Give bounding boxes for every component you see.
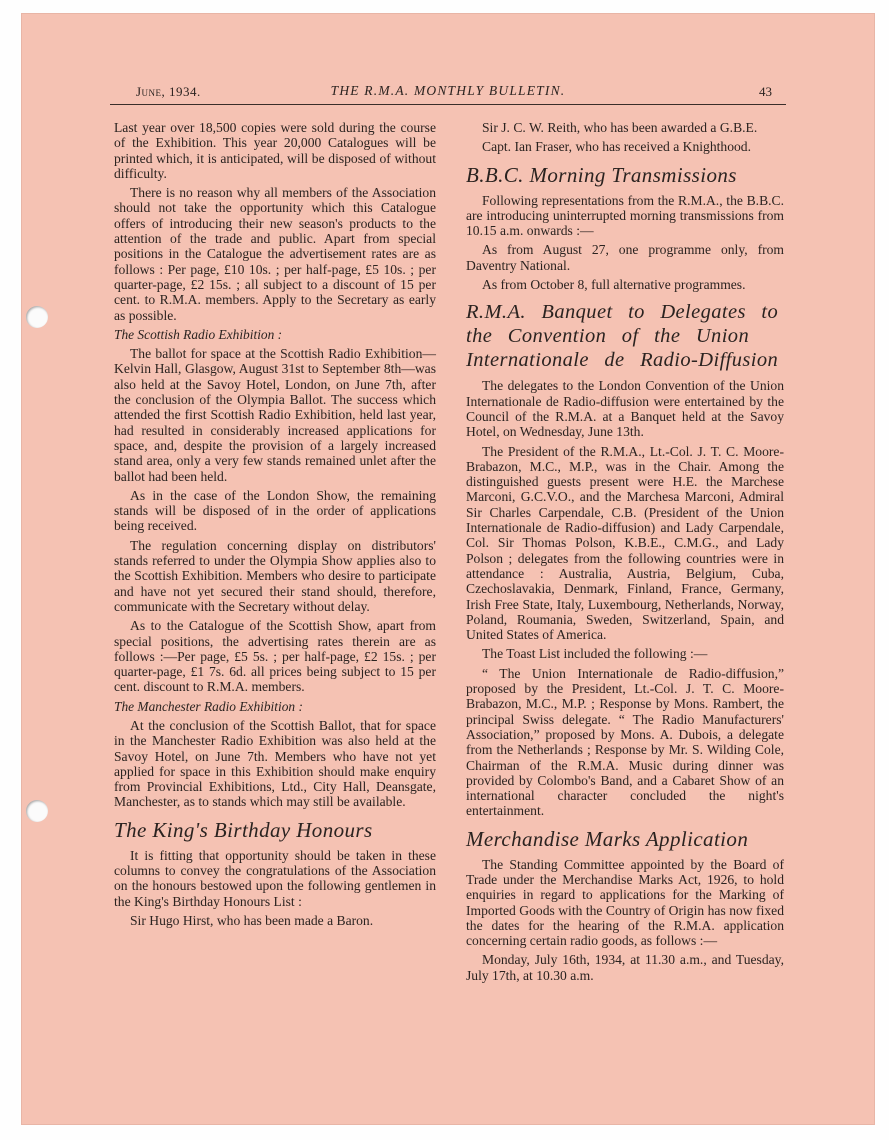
subheading-scottish: The Scottish Radio Exhibition : <box>114 326 283 342</box>
subheading-manchester: The Manchester Radio Exhibition : <box>114 698 303 714</box>
paragraph: There is no reason why all members of the Association should not take the opportunity which this Catalogue offers of introducing their new season's products to the attention of the trade and public. Apart from special positions in the Catalogue the advertisement rates are as follows : Per page, £10 10s. ; per half-page, £5 10s. ; per quarter-page, £2 15s. ; all subject to a discount of 15 per cent. to R.M.A. members. Apply to the Secretary as early as possible. <box>114 185 436 323</box>
header-title: THE R.M.A. MONTHLY BULLETIN. <box>330 83 566 98</box>
section-title-kings-honours: The King's Birthday Honours <box>114 817 373 842</box>
punch-hole <box>26 800 48 822</box>
paragraph: The ballot for space at the Scottish Radio Exhibition—Kelvin Hall, Glasgow, August 31st to September 8th—was also held at the Savoy Hotel, London, on June 7th, after the conclusion of the Olympia Ballot. The success which attended the first Scottish Radio Exhibition, held last year, had resulted in considerably increased applications for space, and, despite the provision of a largely increased stand area, only a very few stands remained unlet after the ballot had been held. <box>114 346 436 484</box>
paragraph: At the conclusion of the Scottish Ballot, that for space in the Manchester Radio Exhibition was also held at the Savoy Hotel, on June 7th. Members who have not yet applied for space in this Exhibition should make enquiry from Provincial Exhibitions, Ltd., City Hall, Deansgate, Manchester, as to stands which may still be available. <box>114 717 436 810</box>
left-column <box>114 120 436 932</box>
section-title-bbc: B.B.C. Morning Transmissions <box>466 162 737 187</box>
paragraph: It is fitting that opportunity should be taken in these columns to convey the congratulations of the Association on the honours bestowed upon the following gentlemen in the King's Birthday Honours List : <box>114 847 436 909</box>
paragraph: Monday, July 16th, 1934, at 11.30 a.m., and Tuesday, July 17th, at 10.30 a.m. <box>466 952 784 983</box>
paragraph: The regulation concerning display on distributors' stands referred to under the Olympia Show applies also to the Scottish Exhibition. Members who desire to participate and have not yet secured their stand should, therefore, communicate with the Secretary without delay. <box>114 537 436 614</box>
paragraph: The delegates to the London Convention of the Union Internationale de Radio-diffusion were entertained by the Council of the R.M.A. at a Banquet held at the Savoy Hotel, on Wednesday, June 13th. <box>466 378 784 440</box>
paragraph: The Toast List included the following :— <box>482 646 708 662</box>
paragraph: Capt. Ian Fraser, who has received a Knighthood. <box>482 139 751 155</box>
paragraph: “ The Union Internationale de Radio-diffusion,” proposed by the President, Lt.-Col. J. T. C. Moore-Brabazon, M.C., M.P. ; Response by Mons. Rambert, the principal Swiss delegate. “ The Radio Manufacturers' Association,” proposed by Mons. A. Dubois, a delegate from the Netherlands ; Response by Mr. S. Wilding Cole, Chairman of the R.M.A. Music during dinner was provided by Colombo's Band, and a Cabaret Show of an international character concluded the night's entertainment. <box>466 665 784 819</box>
paragraph: As from October 8, full alternative programmes. <box>482 277 746 293</box>
page-header <box>110 80 786 105</box>
right-column <box>466 120 784 987</box>
paragraph: The Standing Committee appointed by the Board of Trade under the Merchandise Marks Act, 1926, to hold enquiries in regard to applications for the Marking of Imported Goods with the Country of Origin has now fixed the dates for the hearing of the R.M.A. application concerning certain radio goods, as follows :— <box>466 856 784 949</box>
paragraph: Sir Hugo Hirst, who has been made a Baron. <box>130 912 374 928</box>
paragraph: As in the case of the London Show, the remaining stands will be disposed of in the order of applications being received. <box>114 487 436 534</box>
paragraph: As to the Catalogue of the Scottish Show, apart from special positions, the advertising rates therein are as follows :—Per page, £5 5s. ; per half-page, £2 15s. ; per quarter-page, £1 7s. 6d. all prices being subject to 15 per cent. discount to R.M.A. members. <box>114 618 436 695</box>
section-title-banquet: R.M.A. Banquet to Delegates to the Convention of the Union Internationale de Radio-Diffusion <box>466 301 779 372</box>
page-number: 43 <box>759 84 772 99</box>
header-date: June, 1934. <box>136 84 201 99</box>
paragraph: Following representations from the R.M.A., the B.B.C. are introducing uninterrupted morning transmissions from 10.15 a.m. onwards :— <box>466 192 784 239</box>
section-title-merchandise: Merchandise Marks Application <box>466 826 749 851</box>
punch-hole <box>26 306 48 328</box>
paragraph: The President of the R.M.A., Lt.-Col. J. T. C. Moore-Brabazon, M.C., M.P., was in the Chair. Among the distinguished guests present were H.E. the Marchese Marconi, G.C.V.O., and the Marchesa Marconi, Admiral Sir Charles Carpendale, C.B. (President of the Union Internationale de Radio-diffusion) and Lady Carpendale, Col. Sir Thomas Polson, K.B.E., C.M.G., and Lady Polson ; delegates from the following countries were in attendance : Australia, Austria, Belgium, Cuba, Czechoslavakia, Denmark, Finland, France, Germany, Irish Free State, Italy, Luxembourg, Netherlands, Norway, Poland, Roumania, Sweden, Switzerland, Spain, and United States of America. <box>466 443 784 643</box>
paragraph: Last year over 18,500 copies were sold during the course of the Exhibition. This year 20,000 Catalogues will be printed which, it is anticipated, will be disposed of without difficulty. <box>114 120 436 181</box>
paragraph: As from August 27, one programme only, from Daventry National. <box>466 242 784 273</box>
paragraph: Sir J. C. W. Reith, who has been awarded a G.B.E. <box>482 120 758 135</box>
